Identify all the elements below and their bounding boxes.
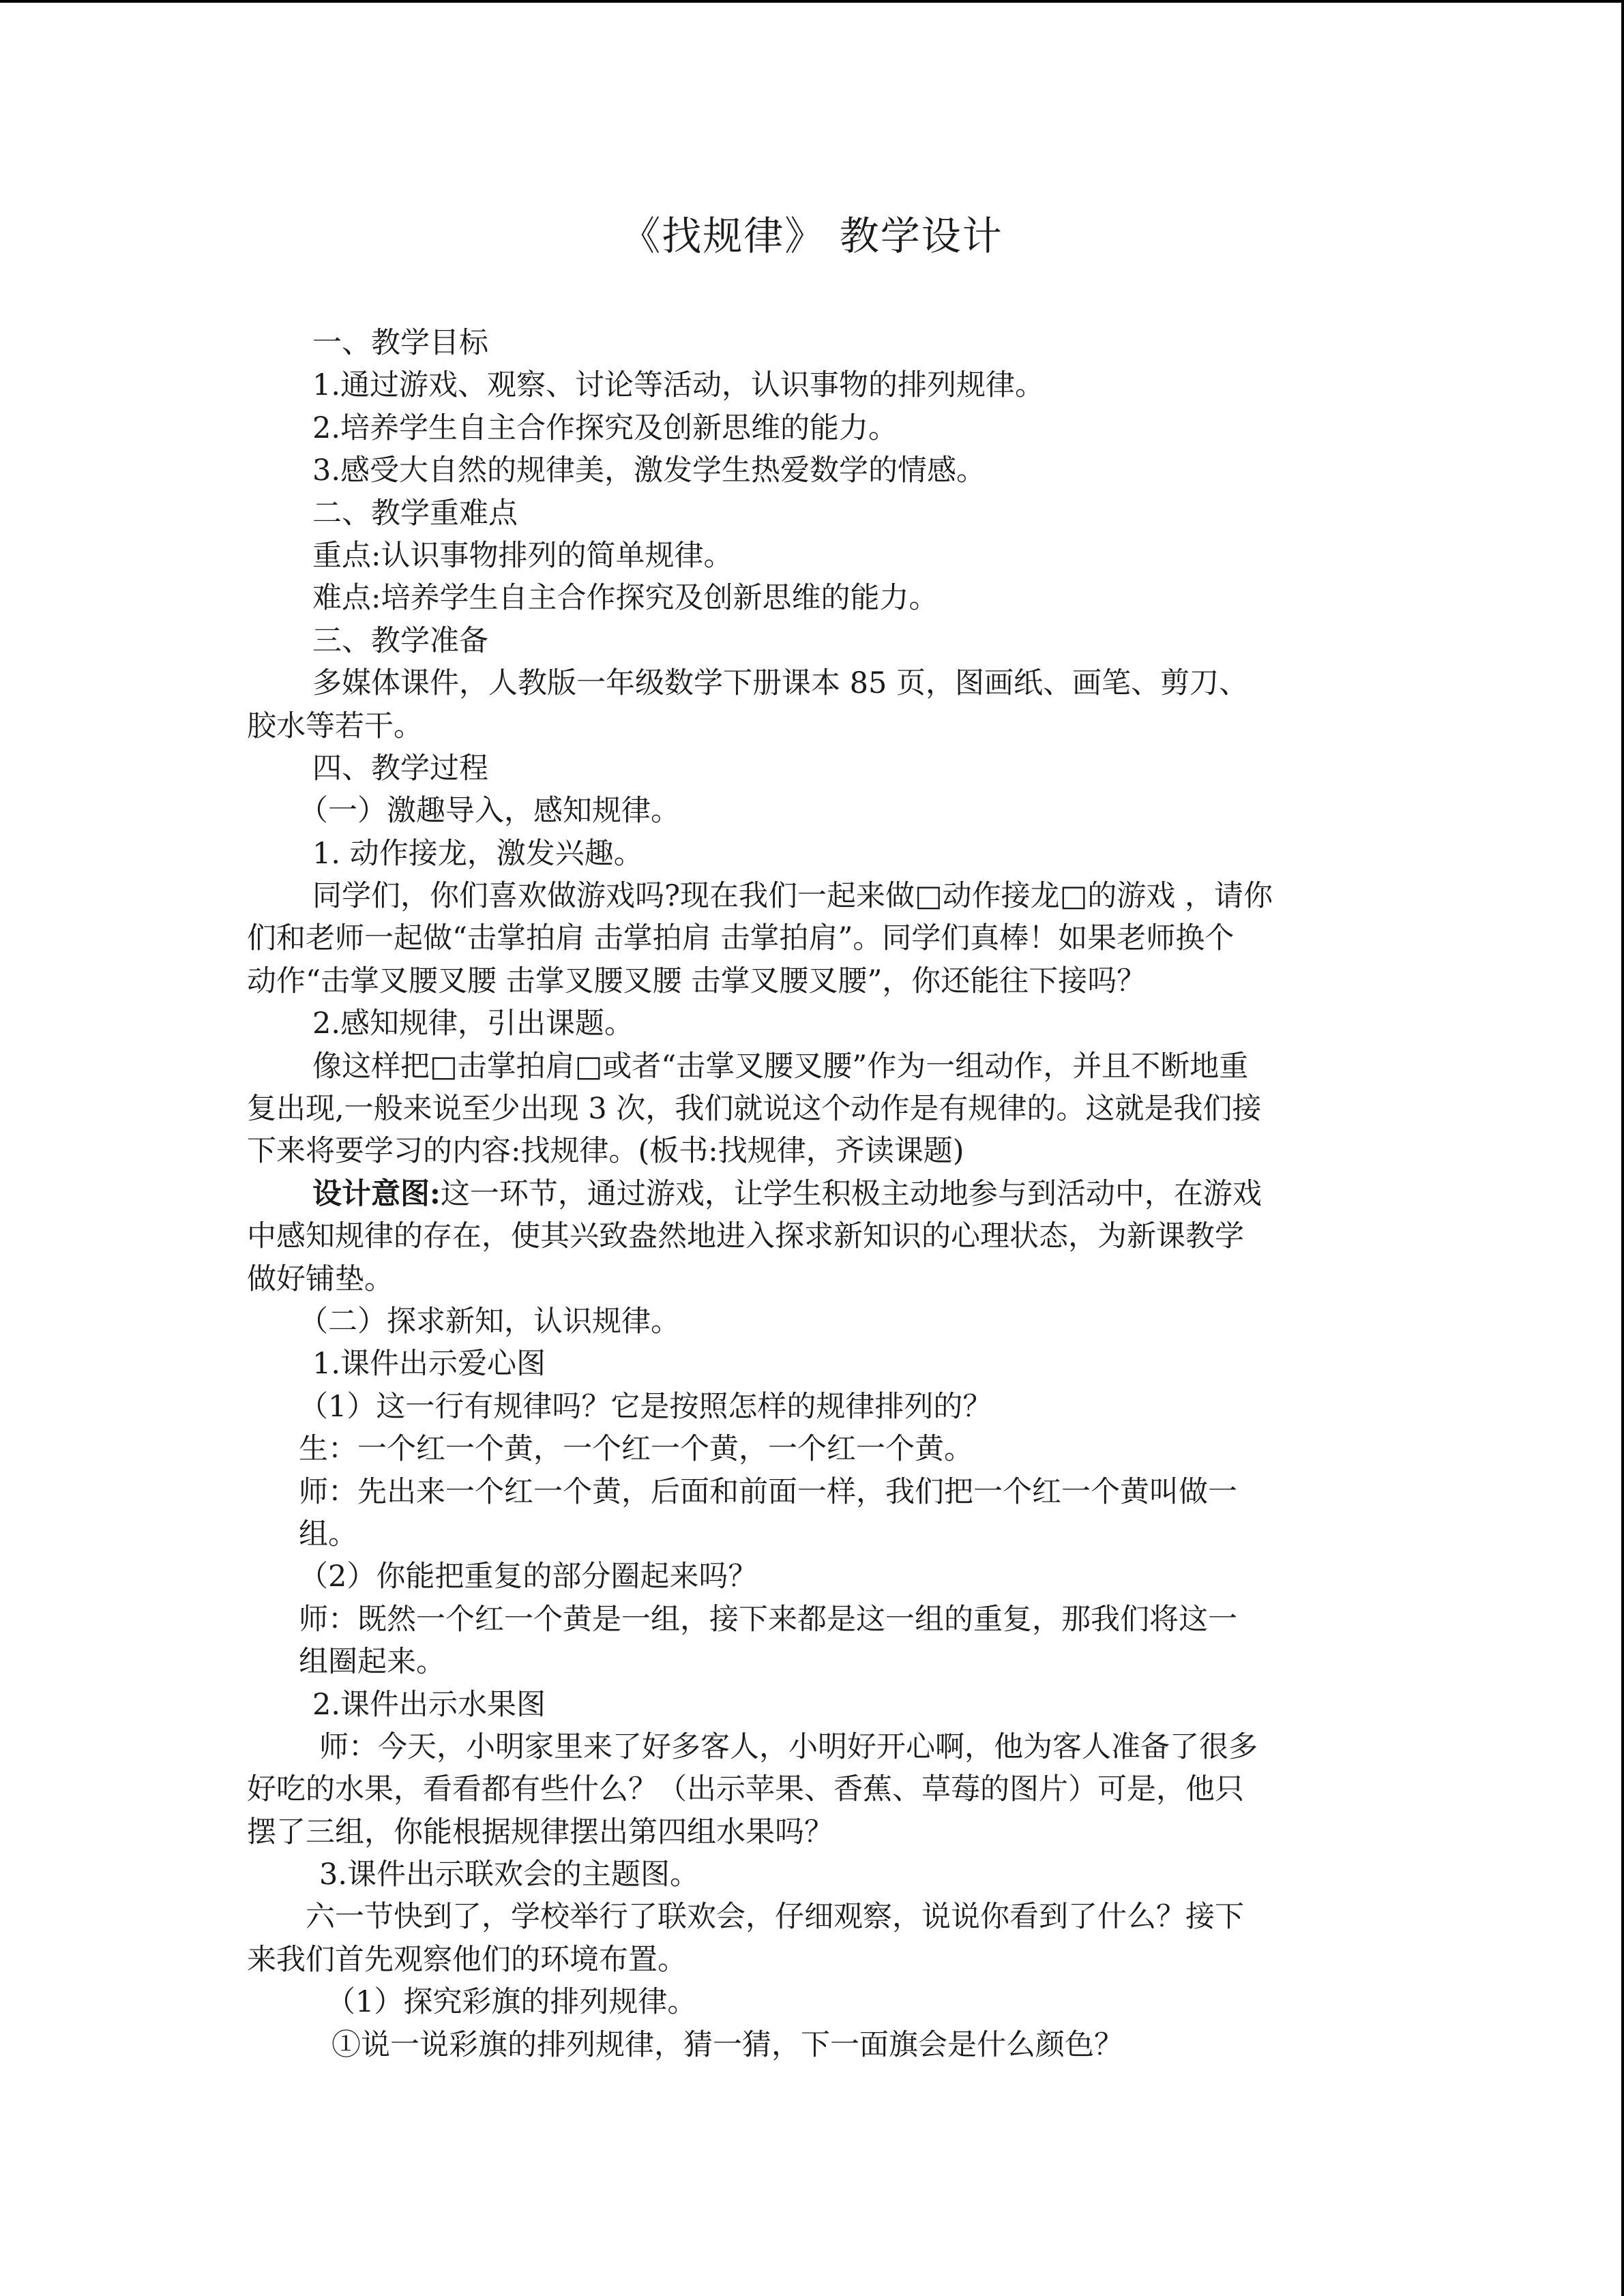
paragraph-line: （1）探究彩旗的排列规律。 — [326, 1985, 697, 2020]
paragraph-line: 动作“击掌叉腰叉腰 击掌叉腰叉腰 击掌叉腰叉腰”，你还能往下接吗？ — [247, 964, 1147, 998]
page-right-border — [1621, 0, 1624, 2296]
paragraph-line: 2.感知规律，引出课题。 — [312, 1007, 634, 1041]
paragraph-line: 好吃的水果，看看都有些什么？（出示苹果、香蕉、草莓的图片）可是，他只 — [247, 1772, 1244, 1807]
paragraph-line: 师：既然一个红一个黄是一组，接下来都是这一组的重复，那我们将这一 — [299, 1602, 1237, 1637]
section-heading: 一、教学目标 — [312, 326, 488, 360]
paragraph-line: （1）这一行有规律吗？它是按照怎样的规律排列的？ — [299, 1389, 992, 1424]
design-intent-line — [247, 1173, 1381, 1215]
paragraph-line: 们和老师一起做“击掌拍肩 击掌拍肩 击掌拍肩”。同学们真棒！如果老师换个 — [247, 921, 1235, 956]
section-heading: 二、教学重难点 — [312, 496, 518, 531]
paragraph-line: 胶水等若干。 — [247, 709, 423, 743]
paragraph-line: 师：今天，小明家里来了好多客人，小明好开心啊，他为客人准备了很多 — [319, 1729, 1258, 1764]
paragraph-line: 来我们首先观察他们的环境布置。 — [247, 1942, 687, 1977]
paragraph-line: 做好铺垫。 — [247, 1262, 394, 1296]
paragraph-line: 组。 — [299, 1517, 357, 1551]
paragraph-line: 下来将要学习的内容:找规律。(板书:找规律，齐读课题) — [247, 1134, 964, 1169]
paragraph-line: 组圈起来。 — [299, 1645, 445, 1680]
paragraph-line: 难点:培养学生自主合作探究及创新思维的能力。 — [312, 581, 939, 616]
paragraph-line: 摆了三组，你能根据规律摆出第四组水果吗？ — [247, 1815, 833, 1849]
design-intent-text: 这一环节，通过游戏，让学生积极主动地参与到活动中，在游戏 — [440, 1176, 1262, 1211]
paragraph-line: 中感知规律的存在，使其兴致盎然地进入探求新知识的心理状态，为新课教学 — [247, 1219, 1244, 1254]
paragraph-line: ①说一说彩旗的排列规律，猜一猜，下一面旗会是什么颜色？ — [331, 2027, 1123, 2062]
paragraph-line: 2.培养学生自主合作探究及创新思维的能力。 — [312, 411, 898, 445]
paragraph-line: 生：一个红一个黄，一个红一个黄，一个红一个黄。 — [299, 1432, 973, 1467]
paragraph-line: 像这样把□击掌拍肩□或者“击掌叉腰叉腰”作为一组动作，并且不断地重 — [312, 1049, 1249, 1084]
paragraph-line: 1.课件出示爱心图 — [312, 1347, 546, 1382]
paragraph-line: 3.感受大自然的规律美，激发学生热爱数学的情感。 — [312, 453, 986, 488]
subsection-heading: （一）激趣导入，感知规律。 — [299, 794, 680, 829]
paragraph-line: 师：先出来一个红一个黄，后面和前面一样，我们把一个红一个黄叫做一 — [299, 1474, 1237, 1509]
subsection-heading: （二）探求新知，认识规律。 — [299, 1304, 680, 1339]
paragraph-line: 同学们，你们喜欢做游戏吗?现在我们一起来做□动作接龙□的游戏 ，请你 — [312, 879, 1273, 914]
paragraph-line: 六一节快到了，学校举行了联欢会，仔细观察，说说你看到了什么？接下 — [306, 1900, 1244, 1935]
section-heading: 三、教学准备 — [312, 623, 488, 658]
paragraph-line: 2.课件出示水果图 — [312, 1687, 546, 1722]
page-top-border — [0, 0, 1624, 3]
paragraph-line: 重点:认识事物排列的简单规律。 — [312, 538, 733, 573]
paragraph-line: 1. 动作接龙，激发兴趣。 — [312, 836, 643, 871]
section-heading: 四、教学过程 — [312, 751, 488, 786]
paragraph-line: 3.课件出示联欢会的主题图。 — [319, 1858, 700, 1892]
paragraph-line: 1.通过游戏、观察、讨论等活动，认识事物的排列规律。 — [312, 368, 1045, 403]
design-intent-label: 设计意图: — [312, 1176, 441, 1211]
document-body — [247, 322, 1381, 2066]
document-title: 《找规律》 教学设计 — [621, 213, 1003, 259]
paragraph-line: （2）你能把重复的部分圈起来吗？ — [299, 1560, 758, 1594]
paragraph-line: 多媒体课件，人教版一年级数学下册课本 85 页，图画纸、画笔、剪刀、 — [312, 666, 1249, 701]
paragraph-line: 复出现,一般来说至少出现 3 次，我们就说这个动作是有规律的。这就是我们接 — [247, 1092, 1262, 1127]
